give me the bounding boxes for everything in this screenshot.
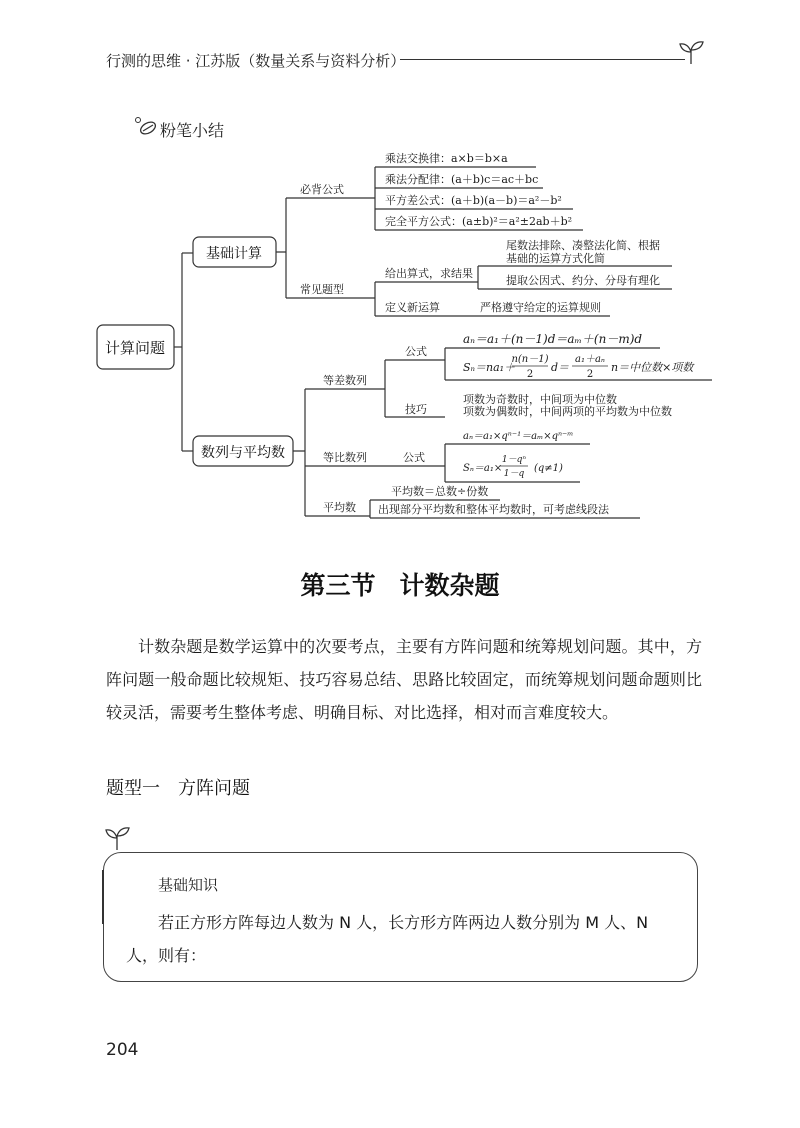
new-op-desc: 严格遵守给定的运算规则 xyxy=(480,301,601,314)
given-label: 给出算式，求结果 xyxy=(385,267,473,280)
tips-label: 技巧 xyxy=(405,403,427,416)
given-item-2: 基础的运算方式化简 xyxy=(506,252,605,265)
root-label: 计算问题 xyxy=(104,339,166,357)
arith-formula-2-num: n(n－1) xyxy=(511,354,549,365)
card-body: 若正方形方阵每边人数为 N 人，长方形方阵两边人数分别为 M 人、N 人，则有： xyxy=(126,913,649,965)
page-number: 204 xyxy=(106,1040,139,1060)
arith-formula-2c: n＝中位数×项数 xyxy=(611,361,694,374)
common-group-label: 常见题型 xyxy=(300,283,344,296)
arith-formula-1: aₙ＝a₁＋(n－1)d＝aₘ＋(n－m)d xyxy=(463,332,643,346)
formula-3: 平方差公式：(a＋b)(a－b)＝a²－b² xyxy=(385,194,562,207)
arith-formula-2-num2: a₁＋aₙ xyxy=(575,354,605,365)
formula-2: 乘法分配律：(a＋b)c＝ac＋bc xyxy=(385,173,539,186)
arith-formula-2-den2: 2 xyxy=(586,369,594,380)
geo-formula-2a: Sₙ＝a₁× xyxy=(463,463,503,474)
summary-title: 粉笔小结 xyxy=(160,121,225,140)
formula-4: 完全平方公式：(a±b)²＝a²±2ab＋b² xyxy=(385,215,573,228)
new-op-label: 定义新运算 xyxy=(385,301,440,314)
geo-formula-2-den: 1－q xyxy=(503,469,525,479)
type-number: 题型一 xyxy=(106,778,160,799)
mindmap xyxy=(0,0,800,540)
avg-item-1: 平均数＝总数÷份数 xyxy=(391,485,489,498)
geo-formula-2b: (q≠1) xyxy=(534,463,563,474)
tip-2: 项数为偶数时，中间两项的平均数为中位数 xyxy=(463,405,672,418)
arith-formula-label: 公式 xyxy=(405,345,427,358)
geo-formula-2-num: 1－qⁿ xyxy=(501,455,527,465)
arith-formula-2b: d＝ xyxy=(551,361,570,374)
geo-label: 等比数列 xyxy=(323,451,367,464)
avg-item-2: 出现部分平均数和整体平均数时，可考虑线段法 xyxy=(378,503,609,516)
formula-group-label: 必背公式 xyxy=(300,183,344,196)
given-item-3: 提取公因式、约分、分母有理化 xyxy=(506,274,660,287)
arith-label: 等差数列 xyxy=(323,374,367,387)
arith-formula-2-den: 2 xyxy=(526,369,534,380)
arith-formula-2a: Sₙ＝na₁＋ xyxy=(463,361,516,374)
running-header: 行测的思维 · 江苏版（数量关系与资料分析） xyxy=(106,52,406,70)
sequence-label: 数列与平均数 xyxy=(201,445,285,461)
type-heading xyxy=(106,774,268,800)
tip-1: 项数为奇数时，中间项为中位数 xyxy=(463,393,617,406)
geo-formula-label: 公式 xyxy=(403,451,425,464)
sprout-icon-card xyxy=(103,822,133,852)
chapter-title: 计数杂题 xyxy=(399,571,500,600)
intro-paragraph: 计数杂题是数学运算中的次要考点，主要有方阵问题和统筹规划问题。其中，方阵问题一般命题比较规矩、技巧容易总结、思路比较固定，而统筹规划问题命题则比较灵活，需要考生整体考虑、明确目标、对比选择，相对而言难度较大。 xyxy=(106,637,702,722)
given-item-1: 尾数法排除、凑整法化简、根据 xyxy=(506,239,660,252)
chapter-number: 第三节 xyxy=(300,571,376,600)
chapter-heading xyxy=(0,566,800,602)
avg-label: 平均数 xyxy=(323,501,356,514)
type-title: 方阵问题 xyxy=(178,778,250,799)
geo-formula-1: aₙ＝a₁×qⁿ⁻¹＝aₘ×qⁿ⁻ᵐ xyxy=(463,431,574,442)
card-marker xyxy=(102,870,104,924)
basic-label: 基础计算 xyxy=(206,246,262,262)
card-title: 基础知识 xyxy=(158,876,219,894)
formula-1: 乘法交换律：a×b＝b×a xyxy=(385,152,508,165)
